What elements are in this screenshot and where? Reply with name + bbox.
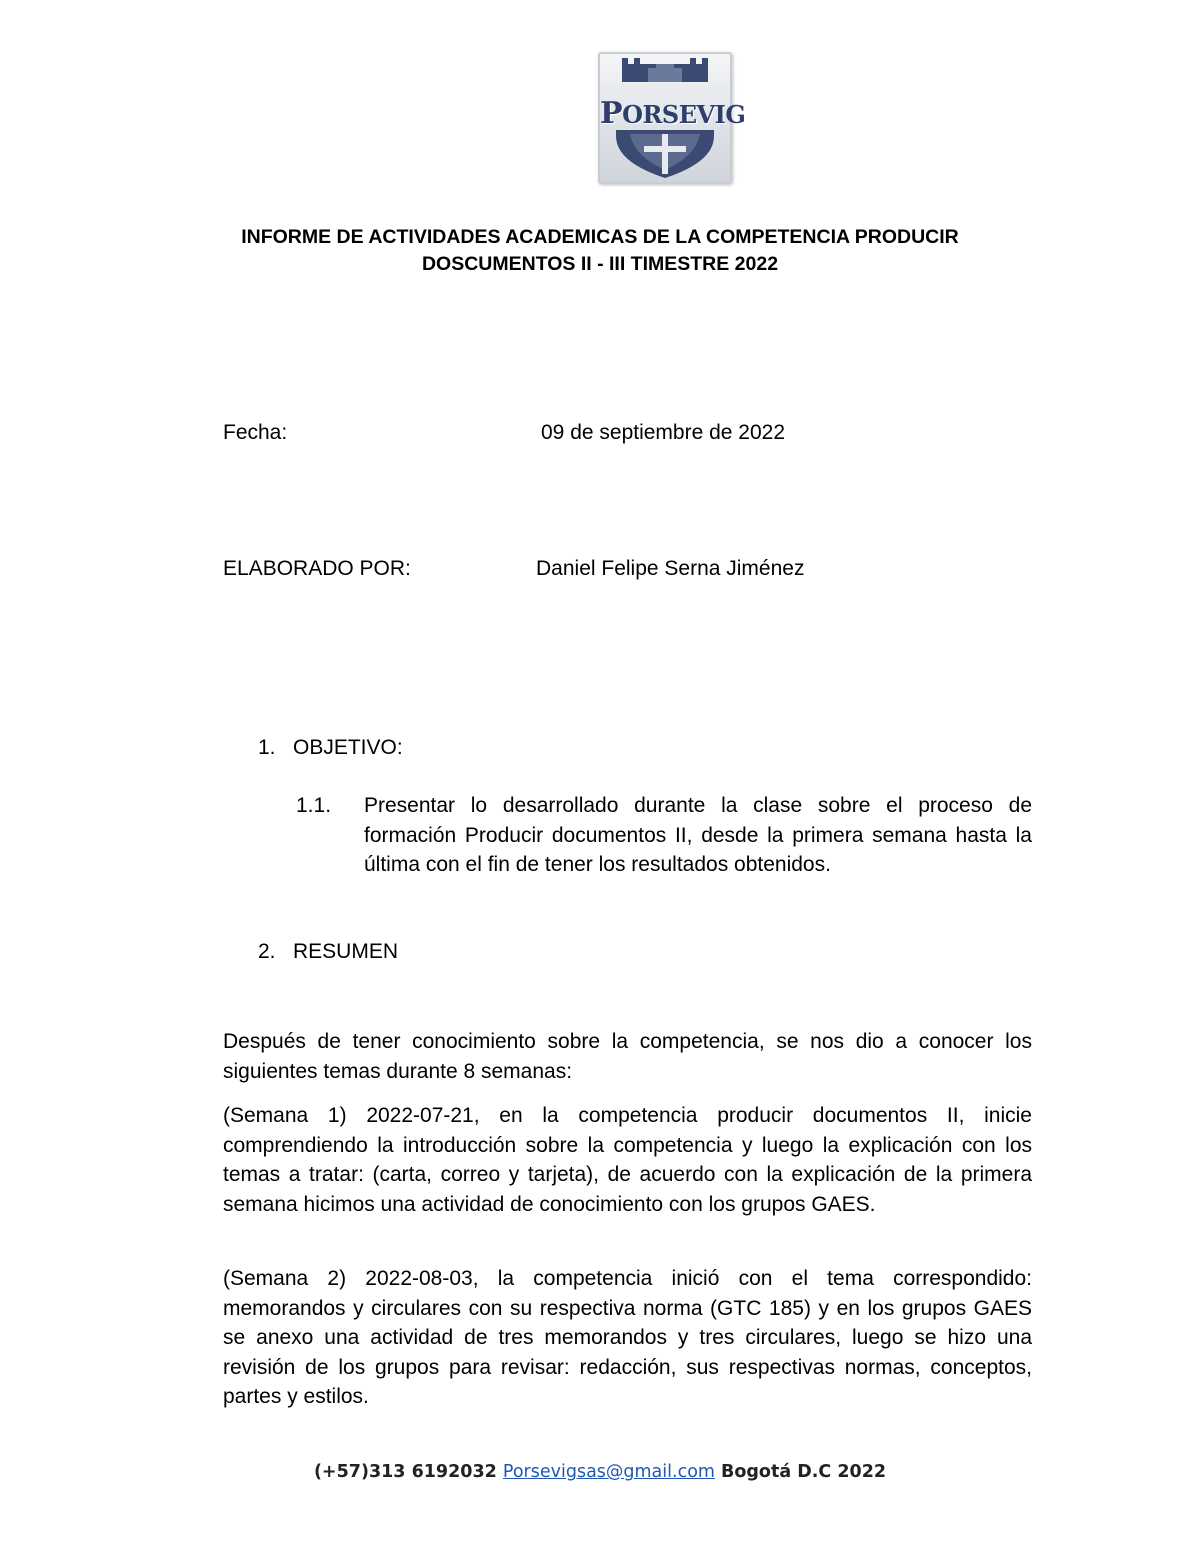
objective-number: 1. [258,736,276,759]
footer-location: Bogotá D.C 2022 [721,1462,887,1482]
week-2-paragraph: (Semana 2) 2022-08-03, la competencia inició con el tema correspondido: memorandos y circulares con su respectiva norma (GTC 185) y en los grupos GAES se anexo una actividad de tres memorandos y tres circulares, luego se hizo una revisión de los grupos para revisar: redacción, sus respectivas normas, conceptos, partes y estilos. [223,1267,1032,1408]
objective-heading: OBJETIVO: [293,736,403,759]
author-label: ELABORADO POR: [223,557,411,580]
objective-sub-number: 1.1. [296,794,332,817]
title-line-2: DOSCUMENTOS II - III TIMESTRE 2022 [421,253,779,275]
date-label: Fecha: [223,421,288,444]
page-footer [0,1460,1200,1484]
logo-wordmark: PORSEVIG [600,96,746,131]
footer-phone: (+57)313 6192032 [313,1462,497,1482]
footer-email-link[interactable]: Porsevigsas@gmail.com [502,1462,715,1482]
author-value: Daniel Felipe Serna Jiménez [536,557,805,580]
summary-heading: RESUMEN [293,940,399,963]
objective-sub-text: Presentar lo desarrollado durante la clase sobre el proceso de formación Producir documentos II, desde la primera semana hasta la última con el fin de tener los resultados obtenidos. [364,794,1032,876]
document-title [160,224,1040,278]
summary-number: 2. [258,940,276,963]
porsevig-logo [598,52,746,184]
title-line-1: INFORME DE ACTIVIDADES ACADEMICAS DE LA COMPETENCIA PRODUCIR [241,226,959,248]
date-value: 09 de septiembre de 2022 [541,421,786,444]
week-1-paragraph: (Semana 1) 2022-07-21, en la competencia producir documentos II, inicie comprendiendo la introducción sobre la competencia y luego la explicación con los temas a tratar: (carta, correo y tarjeta), de acuerdo con la explicación de la primera semana hicimos una actividad de conocimiento con los grupos GAES. [223,1104,1032,1216]
summary-intro-paragraph: Después de tener conocimiento sobre la competencia, se nos dio a conocer los siguientes temas durante 8 semanas: [223,1030,1032,1083]
